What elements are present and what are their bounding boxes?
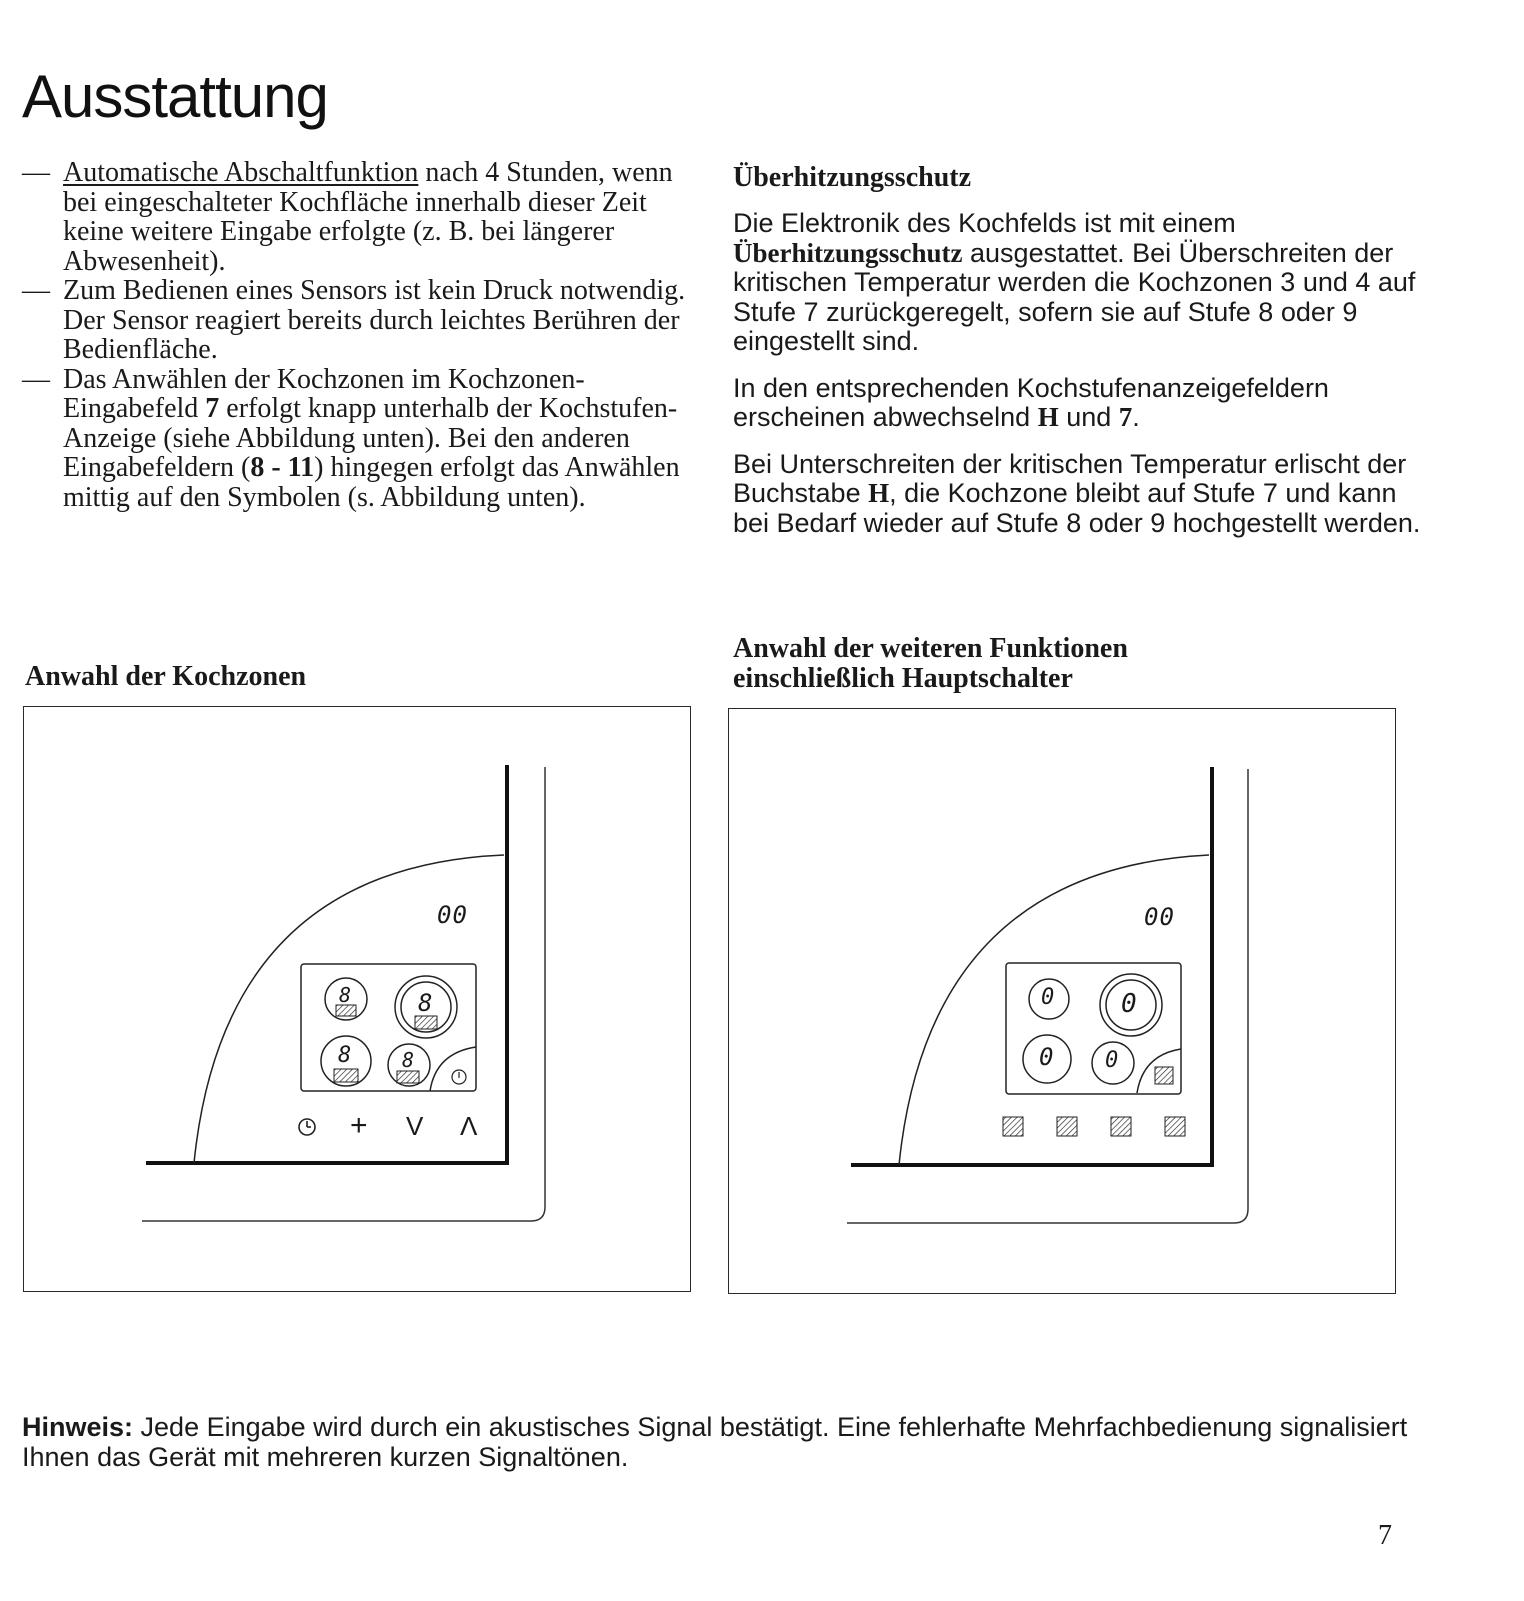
- field-ref-8-11: 8 - 11: [250, 452, 315, 483]
- list-item-auto-shutoff: [22, 158, 702, 276]
- list-dash: —: [22, 275, 50, 306]
- zone-4-digit[interactable]: 8: [402, 1048, 415, 1072]
- function-button-11[interactable]: [1165, 1117, 1185, 1136]
- zone-4-digit[interactable]: 0: [1105, 1048, 1119, 1073]
- timer-display: 00: [437, 901, 468, 929]
- main-switch-button[interactable]: [1155, 1067, 1173, 1084]
- cooktop-functions-figure: [728, 708, 1396, 1294]
- p2-text-2: und: [1058, 402, 1119, 432]
- p2-text-3: .: [1132, 402, 1140, 432]
- overheat-section: [733, 163, 1433, 555]
- p3-text-2: , die Kochzone bleibt auf Stufe 7 und kann bei Bedarf wieder auf Stufe 8 oder 9 hochgestellt werden.: [733, 478, 1421, 538]
- auto-shutoff-text: nach 4 Stunden, wenn bei eingeschalteter Kochfläche innerhalb dieser Zeit keine weitere Eingabe erfolgte (z. B. bei längerer Abwesenheit).: [63, 157, 673, 277]
- field-ref-7: 7: [205, 393, 220, 424]
- p2-bold-7: 7: [1118, 402, 1133, 432]
- up-button[interactable]: Λ: [460, 1111, 478, 1141]
- timer-display: 00: [1144, 903, 1175, 931]
- timer-button-icon[interactable]: [294, 1115, 309, 1135]
- p1-text-2: ausgestattet. Bei Überschreiten der kritischen Temperatur werden die Kochzonen 3 und 4 auf Stufe 7 zurückgeregelt, sofern sie auf Stufe 8 oder 9 eingestellt sind.: [733, 237, 1416, 356]
- overheat-paragraph-1: [733, 209, 1433, 357]
- zone-2-digit[interactable]: 0: [1121, 989, 1137, 1019]
- list-dash: —: [22, 157, 50, 188]
- p2-text-1: In den entsprechenden Kochstufenanzeigefeldern erscheinen abwechselnd: [733, 372, 1329, 432]
- overheat-paragraph-3: [733, 450, 1433, 539]
- p2-bold-h: H: [1037, 402, 1059, 432]
- list-item-sensor: [22, 276, 702, 365]
- zone-2-digit[interactable]: 8: [418, 989, 433, 1017]
- cooktop-zone-figure: [23, 706, 691, 1292]
- zone-select-text-1: Das Anwählen der Kochzonen im Kochzonen-Eingabefeld: [63, 363, 585, 424]
- function-button-10[interactable]: [1111, 1117, 1131, 1136]
- p3-text-1: Bei Unterschreiten der kritischen Temperatur erlischt der Buchstabe: [733, 448, 1407, 508]
- page-number: 7: [1378, 1520, 1392, 1551]
- list-item-zone-select: [22, 365, 702, 513]
- down-button[interactable]: V: [406, 1111, 424, 1141]
- note: [22, 1412, 1422, 1472]
- zone-3-digit[interactable]: 0: [1039, 1043, 1054, 1071]
- overheat-heading: Überhitzungsschutz: [733, 162, 972, 193]
- note-label: Hinweis:: [22, 1412, 134, 1442]
- overheat-paragraph-2: [733, 374, 1433, 433]
- p3-bold-h: H: [868, 478, 890, 508]
- note-text: Jede Eingabe wird durch ein akustisches Signal bestätigt. Eine fehlerhafte Mehrfachbedienung signalisiert Ihnen das Gerät mit mehreren kurzen Signaltönen.: [22, 1412, 1408, 1472]
- functions-heading-line1: Anwahl der weiteren Funktionen: [733, 633, 1128, 664]
- functions-heading-line2: einschließlich Hauptschalter: [733, 663, 1073, 694]
- p1-bold: Überhitzungsschutz: [733, 237, 963, 268]
- page-title: Ausstattung: [22, 63, 328, 130]
- zone-select-text-3: ) hingegen erfolgt das Anwählen mittig auf den Symbolen (s. Abbildung unten).: [63, 452, 680, 513]
- function-button-8[interactable]: [1003, 1117, 1023, 1136]
- feature-list: [22, 158, 702, 512]
- zone-select-text-2: erfolgt knapp unterhalb der Kochstufen-Anzeige (siehe Abbildung unten). Bei den anderen Eingabefeldern (: [63, 393, 678, 483]
- zone-3-digit[interactable]: 8: [338, 1043, 352, 1068]
- zone-1-digit[interactable]: 8: [339, 983, 352, 1007]
- list-dash: —: [22, 363, 50, 395]
- p1-text-1: Die Elektronik des Kochfelds ist mit einem: [733, 208, 1236, 238]
- sensor-text: Zum Bedienen eines Sensors ist kein Druck notwendig. Der Sensor reagiert bereits durch leichtes Berühren der Bedienfläche.: [63, 275, 686, 365]
- function-button-9[interactable]: [1057, 1117, 1077, 1136]
- auto-shutoff-term: Automatische Abschaltfunktion: [63, 157, 419, 188]
- zone-1-digit[interactable]: 0: [1041, 985, 1055, 1010]
- zone-select-heading: Anwahl der Kochzonen: [25, 661, 307, 692]
- plus-button[interactable]: +: [350, 1109, 368, 1142]
